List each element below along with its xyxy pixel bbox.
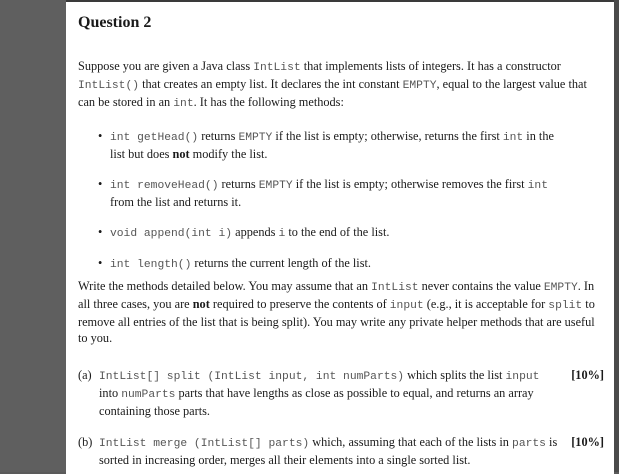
intro-text: that implements lists of integers. It has a constructor xyxy=(300,59,561,73)
method-signature: int removeHead() xyxy=(110,180,219,192)
method-text: if the list is empty; otherwise removes the first xyxy=(292,177,528,191)
part-text: which splits the list xyxy=(404,368,506,382)
part-text: which, assuming that each of the lists in xyxy=(309,435,513,449)
code-empty: EMPTY xyxy=(402,80,437,92)
instructions-paragraph xyxy=(78,278,598,346)
emphasis-text: not xyxy=(192,297,210,311)
method-text: in the list but does xyxy=(110,129,554,161)
part-a xyxy=(78,367,608,419)
instructions-text: required to preserve the contents of xyxy=(209,297,390,311)
code-inline: input xyxy=(505,371,540,383)
code-inline: EMPTY xyxy=(238,132,273,144)
intro-paragraph xyxy=(78,58,598,112)
part-b xyxy=(78,434,608,468)
method-signature: int length() xyxy=(110,259,192,271)
code-inline: split xyxy=(548,300,583,312)
code-int: int xyxy=(173,98,194,110)
code-inline: parts xyxy=(512,438,546,450)
instructions-text: Write the methods detailed below. You may assume that an xyxy=(78,279,372,293)
method-text: appends xyxy=(232,225,279,239)
code-intlist: IntList xyxy=(253,62,301,74)
method-text: to the end of the list. xyxy=(285,225,390,239)
bullet-icon: • xyxy=(98,177,103,191)
method-list xyxy=(94,128,564,279)
bullet-icon: • xyxy=(98,129,103,143)
code-inline: EMPTY xyxy=(258,180,293,192)
part-text: into xyxy=(99,386,122,400)
code-inline: int xyxy=(527,180,548,192)
part-text: parts that have lengths as close as possible to equal, and returns an array containing those parts. xyxy=(99,386,534,418)
part-label: (b) xyxy=(78,435,93,449)
part-label: (a) xyxy=(78,368,92,382)
method-text: returns xyxy=(218,177,259,191)
page-edge xyxy=(614,0,619,472)
instructions-text: to remove all entries of the list that is being split). You may write any private helper methods that are useful to you. xyxy=(78,297,595,345)
instructions-text: (e.g., it is acceptable for xyxy=(423,297,549,311)
method-item-gethead xyxy=(94,128,564,162)
viewer-background xyxy=(0,0,66,472)
method-signature: IntList merge (IntList[] parts) xyxy=(99,438,310,450)
marks-label: [10%] xyxy=(571,368,604,382)
code-inline: int xyxy=(502,132,524,144)
bullet-icon: • xyxy=(98,256,103,270)
method-signature: IntList[] split (IntList input, int numParts) xyxy=(99,371,405,383)
method-text: returns xyxy=(198,129,239,143)
intro-text: , equal to the largest value that can be stored in an xyxy=(78,77,587,109)
method-text: if the list is empty; otherwise, returns the first xyxy=(272,129,503,143)
intro-text: . It has the following methods: xyxy=(193,95,344,109)
method-item-removehead xyxy=(94,176,564,210)
code-inline: numParts xyxy=(121,389,176,401)
part-body xyxy=(99,367,560,419)
code-inline: input xyxy=(389,300,424,312)
instructions-text: . In all three cases, you are xyxy=(78,279,595,311)
method-text: from the list and returns it. xyxy=(110,195,242,209)
document-page xyxy=(66,0,614,474)
intro-text: Suppose you are given a Java class xyxy=(78,59,254,73)
method-signature: void append(int i) xyxy=(110,228,233,240)
question-heading: Question 2 xyxy=(78,14,152,31)
intro-text: that creates an empty list. It declares the int constant xyxy=(139,77,403,91)
code-inline: IntList xyxy=(371,282,419,294)
marks-label: [10%] xyxy=(571,435,604,449)
method-signature: int getHead() xyxy=(110,132,199,144)
instructions-text: never contains the value xyxy=(418,279,544,293)
method-item-append xyxy=(94,224,564,242)
part-body xyxy=(99,434,560,468)
code-constructor: IntList() xyxy=(78,80,140,92)
bullet-icon: • xyxy=(98,225,103,239)
method-item-length xyxy=(94,255,564,273)
method-text: modify the list. xyxy=(189,147,268,161)
emphasis-text: not xyxy=(172,147,190,161)
part-text: is sorted in increasing order, merges all their elements into a single sorted list. xyxy=(99,435,558,467)
code-inline: i xyxy=(278,228,286,240)
code-inline: EMPTY xyxy=(543,282,578,294)
method-text: returns the current length of the list. xyxy=(191,256,371,270)
